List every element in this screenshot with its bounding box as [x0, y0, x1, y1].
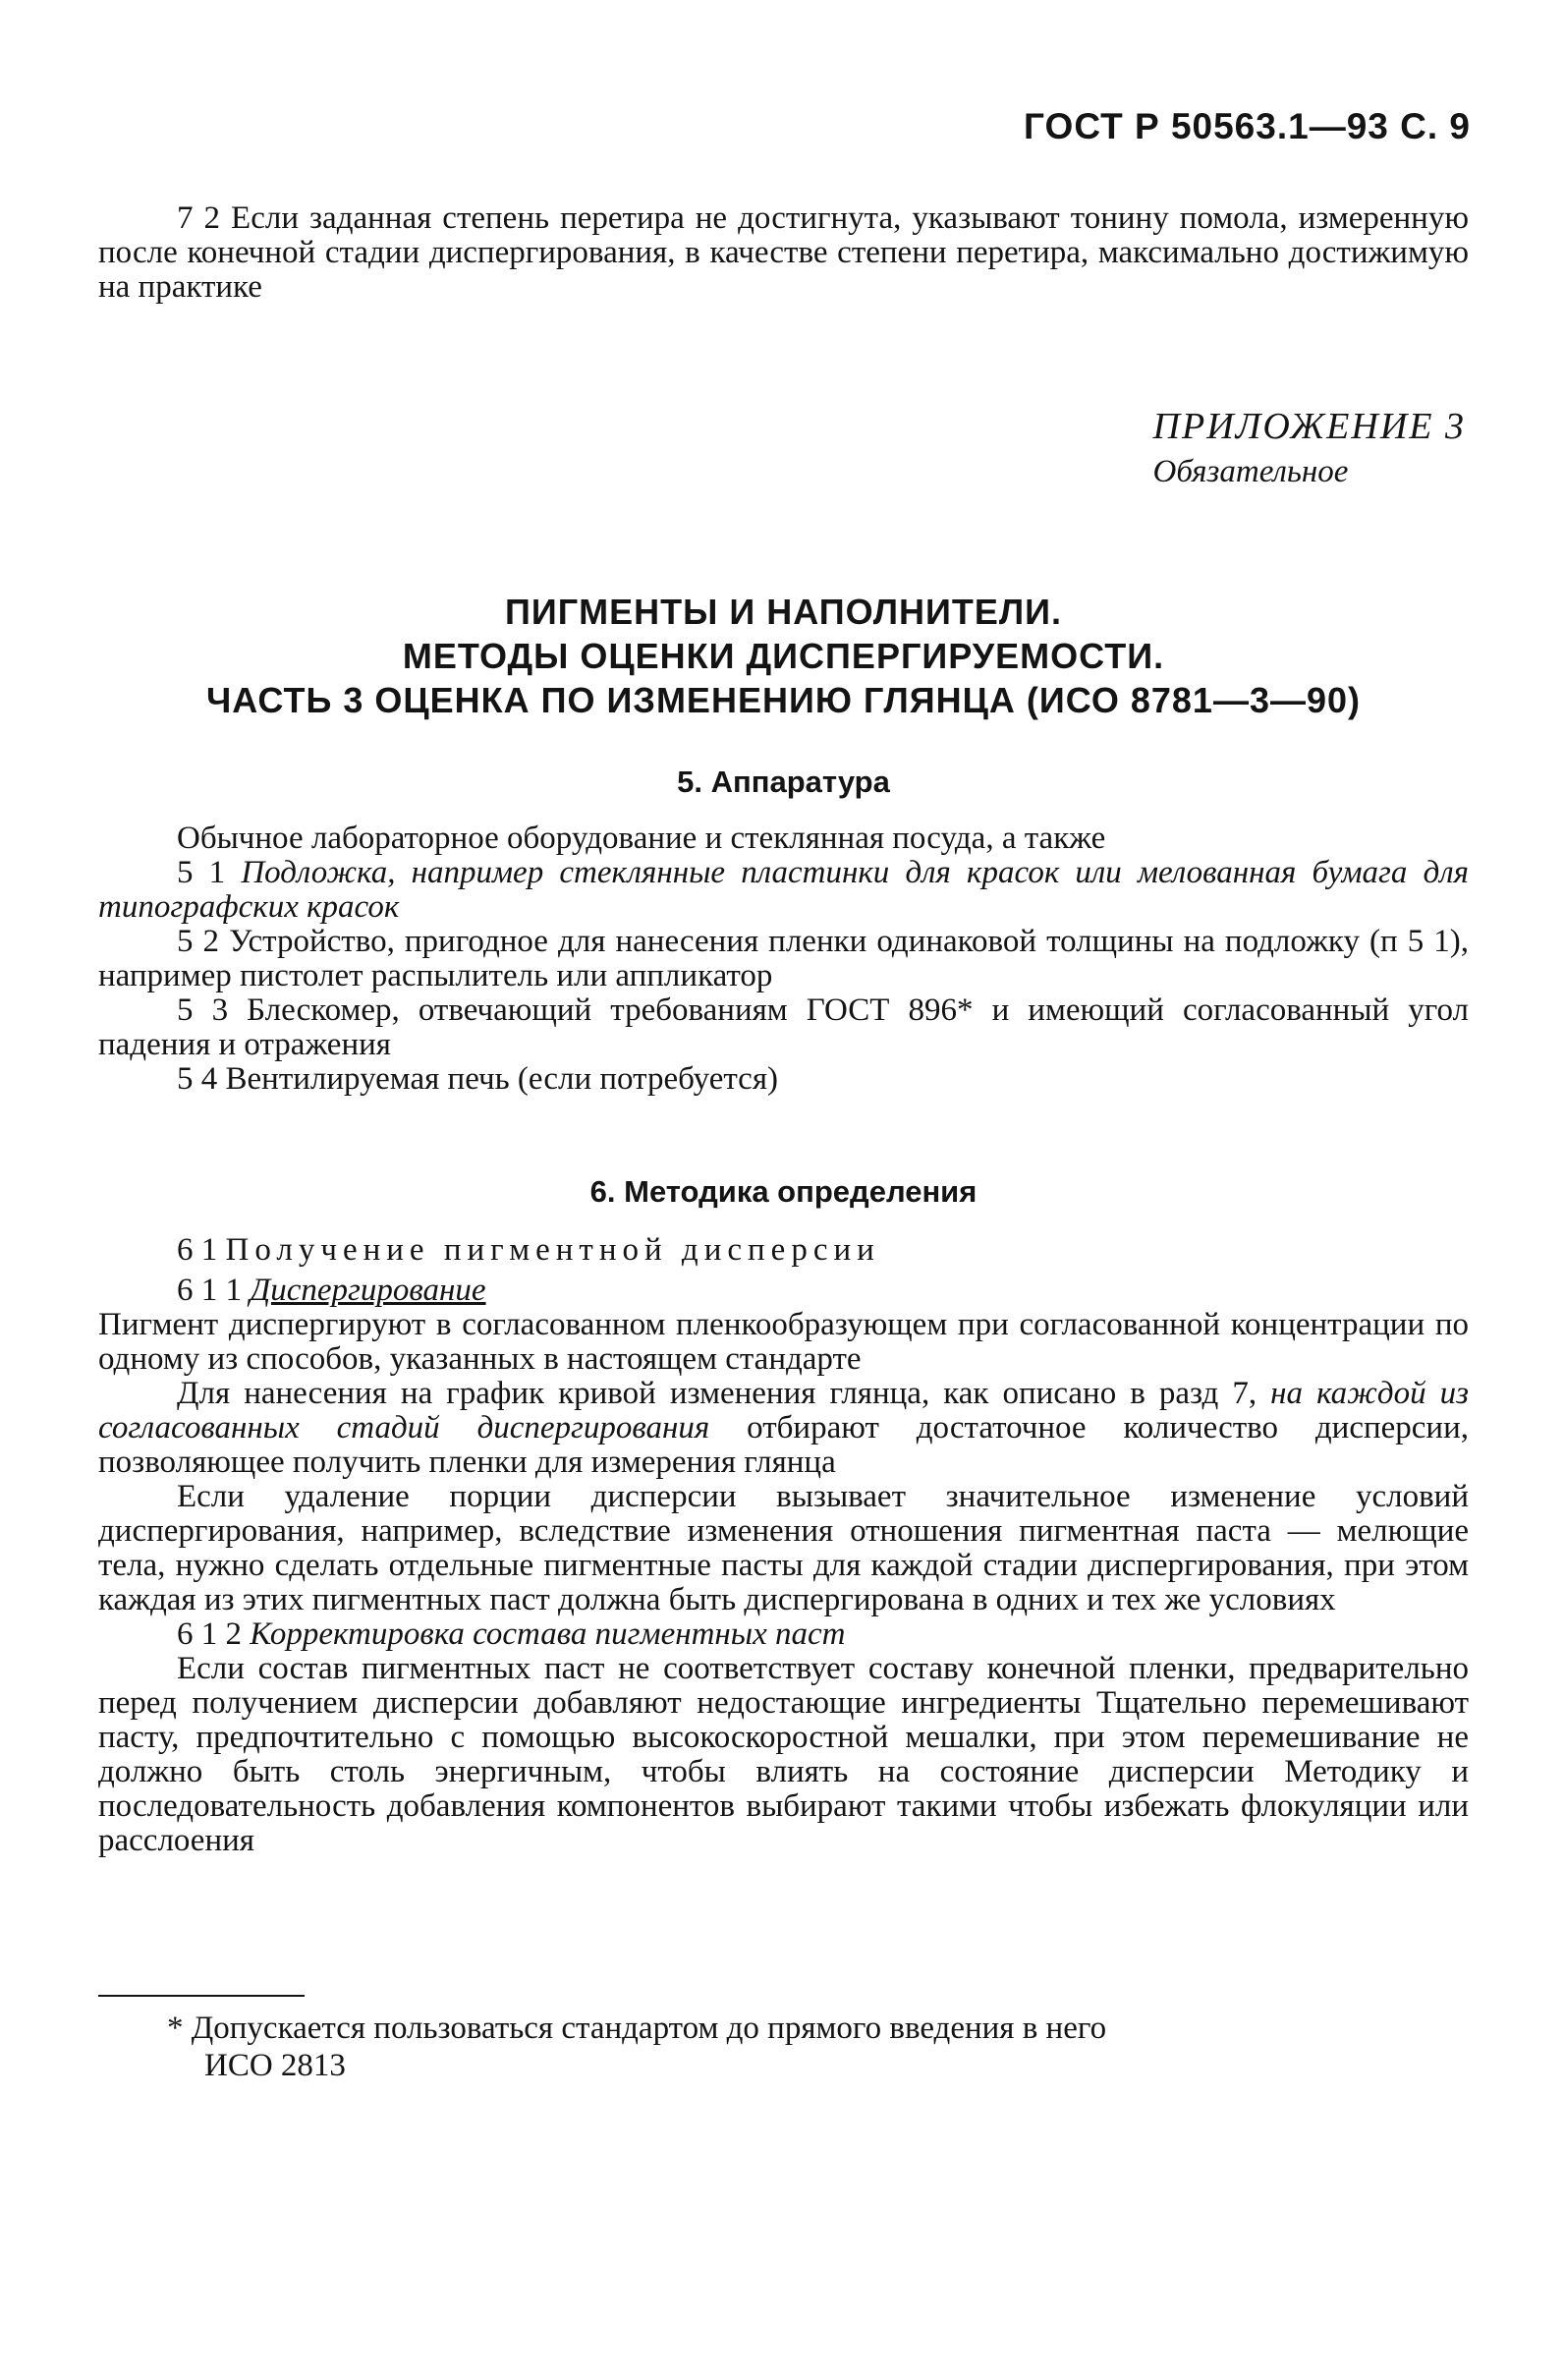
clause-6-1-2-number: 6 1 2: [177, 1616, 242, 1652]
page-header: ГОСТ Р 50563.1—93 С. 9: [1024, 106, 1471, 146]
clause-5-2: 5 2 Устройство, пригодное для нанесения пленки одинаковой толщины на подложку (п 5 1), например пистолет распылитель или аппликатор: [98, 924, 1469, 993]
clause-6-1-number: 6 1: [177, 1232, 218, 1268]
footnote-divider: [98, 1995, 305, 1997]
clause-6-1-1-title: Диспергирование: [250, 1273, 486, 1308]
intro-clause: [98, 201, 1469, 305]
paragraph-gloss-curve: [98, 1377, 1469, 1480]
clause-6-1: [98, 1233, 1469, 1268]
clause-5-1: [98, 856, 1469, 925]
clause-6-1-2: [98, 1617, 1469, 1652]
paragraph-dispersion: Пигмент диспергируют в согласованном пленкообразующем при согласованной концентрации по одному из способов, указанных в настоящем стандарте: [98, 1307, 1469, 1377]
clause-6-1-title: Получение пигментной дисперсии: [225, 1232, 880, 1268]
gloss-curve-part-3: отбирают достаточное количество дисперсии, позволяющее получить пленки для измерения глянца: [98, 1410, 1470, 1480]
section-5: [98, 765, 1469, 1097]
clause-5-4: 5 4 Вентилируемая печь (если потребуется): [177, 1061, 778, 1097]
clause-6-1-1-number: 6 1 1: [177, 1273, 242, 1308]
annex-title: ПРИЛОЖЕНИЕ 3: [1152, 406, 1466, 447]
paragraph-paste-correction: Если состав пигментных паст не соответствует составу конечной пленки, предварительно перед получением дисперсии добавляют недостающие ингредиенты Тщательно перемешивают пасту, предпочтительно с помощью высокоскоростной мешалки, при этом перемешивание не должно быть столь энергичным, чтобы влиять на состояние дисперсии Методику и последовательность добавления компонентов выбирают такими чтобы избежать флокуляции или расслоения: [98, 1651, 1469, 1858]
clause-6-1-2-title: Корректировка состава пигментных паст: [250, 1616, 846, 1652]
annex-label: [1153, 403, 1466, 493]
clause-5-3: 5 3 Блескомер, отвечающий требованиям ГОСТ 896* и имеющий согласованный угол падения и отражения: [98, 992, 1469, 1062]
clause-6-1-1: [98, 1274, 1469, 1308]
clause-5-1-text: Подложка, например стеклянные пластинки для красок или мелованная бумага для типографских красок: [98, 855, 1470, 925]
title-line-2: МЕТОДЫ ОЦЕНКИ ДИСПЕРГИРУЕМОСТИ.: [402, 636, 1165, 676]
clause-7-2: 7 2 Если заданная степень перетира не достигнута, указывают тонину помола, измеренную после конечной стадии диспергирования, в качестве степени перетира, максимально достижимую на практике: [98, 200, 1469, 305]
annex-status: Обязательное: [1152, 454, 1349, 489]
document-title: [98, 590, 1469, 722]
clause-5-1-number: 5 1: [177, 855, 226, 890]
section-5-heading: 5. Аппаратура: [677, 765, 890, 799]
gloss-curve-part-2: на каждой из согласованных стадий диспергирования: [98, 1376, 1470, 1445]
paragraph-separate-pastes: Если удаление порции дисперсии вызывает значительное изменение условий диспергирования, например, вследствие изменения отношения пигментная паста — мелющие тела, нужно сделать отдельные пигментные пасты для каждой стадии диспергирования, при этом каждая из этих пигментных паст должна быть диспергирована в одних и тех же условиях: [98, 1479, 1469, 1617]
title-line-1: ПИГМЕНТЫ И НАПОЛНИТЕЛИ.: [504, 592, 1063, 632]
section-6-heading: 6. Методика определения: [589, 1174, 978, 1209]
footnote-line-2: ИСО 2813: [204, 2048, 346, 2083]
footnote-line-1: * Допускается пользоваться стандартом до прямого введения в него: [167, 2011, 1107, 2046]
section-5-lead: Обычное лабораторное оборудование и стеклянная посуда, а также: [177, 821, 1106, 856]
footnote: [167, 2010, 1464, 2084]
title-line-3: ЧАСТЬ 3 ОЦЕНКА ПО ИЗМЕНЕНИЮ ГЛЯНЦА (ИСО 8781—3—90): [205, 680, 1362, 720]
gloss-curve-part-1: Для нанесения на график кривой изменения глянца, как описано в разд 7,: [177, 1376, 1257, 1411]
section-6: [98, 1174, 1469, 1858]
